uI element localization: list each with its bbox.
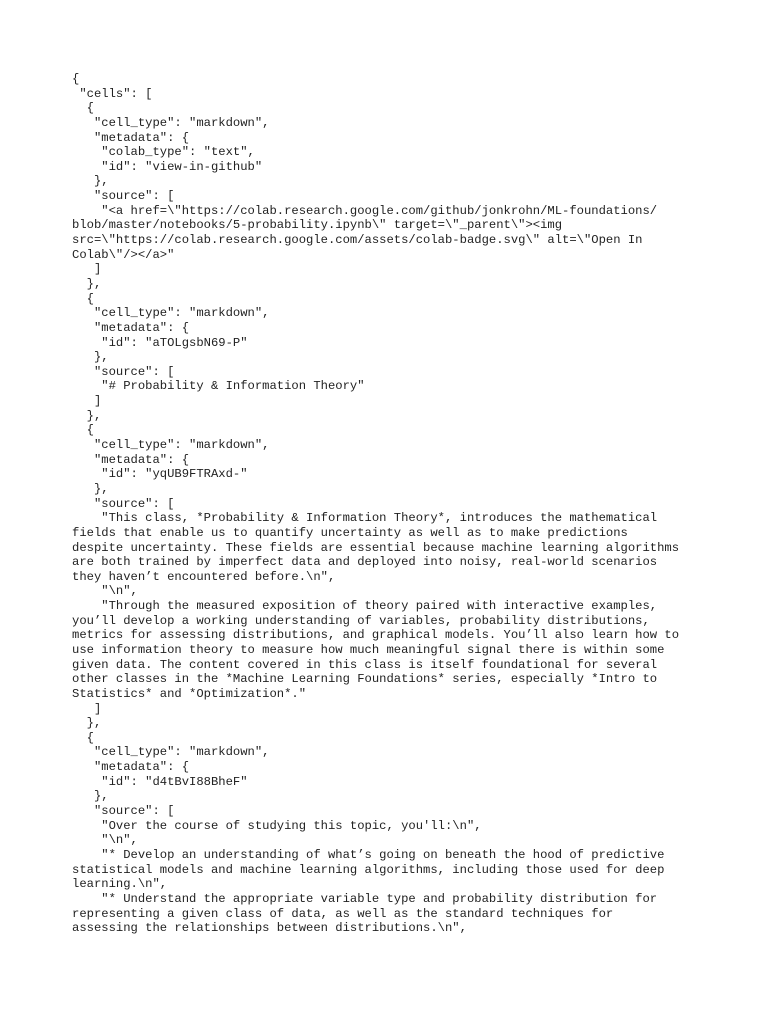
text-line: fields that enable us to quantify uncertainty as well as to make predictions — [72, 525, 628, 540]
text-line: "metadata": { — [72, 760, 190, 775]
text-line: metrics for assessing distributions, and graphical models. You’ll also learn how to — [72, 628, 680, 643]
text-line: "<a href=\"https://colab.research.google.com/github/jonkrohn/ML-foundations/ — [72, 203, 658, 218]
text-line: { — [72, 730, 94, 745]
text-line: you’ll develop a working understanding of variables, probability distributions, — [72, 613, 650, 628]
text-line: assessing the relationships between distributions.\n", — [72, 921, 467, 936]
text-line: they haven’t encountered before.\n", — [72, 569, 336, 584]
text-line: statistical models and machine learning algorithms, including those used for deep — [72, 862, 665, 877]
text-line: Colab\"/></a>" — [72, 247, 175, 262]
text-line: "source": [ — [72, 496, 175, 511]
text-line: { — [72, 423, 94, 438]
text-line: "id": "yqUB9FTRAxd-" — [72, 467, 248, 482]
text-line: }, — [72, 481, 109, 496]
text-line: other classes in the *Machine Learning Foundations* series, especially *Intro to — [72, 672, 658, 687]
text-line: are both trained by imperfect data and deployed into noisy, real-world scenarios — [72, 555, 658, 570]
text-line: }, — [72, 350, 109, 365]
text-line: "metadata": { — [72, 320, 190, 335]
text-line: "metadata": { — [72, 130, 190, 145]
text-line: "id": "view-in-github" — [72, 159, 263, 174]
text-line: { — [72, 72, 80, 86]
text-line: "Through the measured exposition of theory paired with interactive examples, — [72, 599, 658, 614]
text-line: "* Understand the appropriate variable type and probability distribution for — [72, 891, 658, 906]
document-page — [72, 72, 712, 936]
text-line: ] — [72, 701, 102, 716]
text-line: ] — [72, 262, 102, 277]
text-line: "colab_type": "text", — [72, 145, 255, 160]
text-line: "cell_type": "markdown", — [72, 115, 270, 130]
text-line: { — [72, 101, 94, 116]
text-line: "cell_type": "markdown", — [72, 745, 270, 760]
text-line: }, — [72, 276, 102, 291]
text-line: given data. The content covered in this class is itself foundational for several — [72, 657, 658, 672]
text-line: ] — [72, 394, 102, 409]
text-line: "\n", — [72, 584, 138, 599]
text-line: learning.\n", — [72, 877, 168, 892]
text-line: "# Probability & Information Theory" — [72, 379, 365, 394]
text-line: use information theory to measure how much meaningful signal there is within some — [72, 642, 665, 657]
text-line: { — [72, 291, 94, 306]
text-line: "source": [ — [72, 364, 175, 379]
text-line: "\n", — [72, 833, 138, 848]
text-line: "source": [ — [72, 804, 175, 819]
text-line: "Over the course of studying this topic, you'll:\n", — [72, 818, 482, 833]
text-line: "id": "d4tBvI88BheF" — [72, 774, 248, 789]
text-line: "source": [ — [72, 189, 175, 204]
text-line: "* Develop an understanding of what’s going on beneath the hood of predictive — [72, 847, 665, 862]
text-line: }, — [72, 716, 102, 731]
text-line: "id": "aTOLgsbN69-P" — [72, 335, 248, 350]
text-line: despite uncertainty. These fields are essential because machine learning algorithms — [72, 540, 680, 555]
text-line: "metadata": { — [72, 452, 190, 467]
text-line: blob/master/notebooks/5-probability.ipynb\" target=\"_parent\"><img — [72, 218, 563, 233]
text-line: }, — [72, 174, 109, 189]
text-line: "cell_type": "markdown", — [72, 306, 270, 321]
text-line: "cell_type": "markdown", — [72, 438, 270, 453]
text-line: Statistics* and *Optimization*." — [72, 686, 307, 701]
text-line: "cells": [ — [72, 86, 153, 101]
text-line: representing a given class of data, as well as the standard techniques for — [72, 906, 614, 921]
text-line: src=\"https://colab.research.google.com/assets/colab-badge.svg\" alt=\"Open In — [72, 233, 643, 248]
text-line: }, — [72, 408, 102, 423]
text-line: "This class, *Probability & Information Theory*, introduces the mathematical — [72, 511, 658, 526]
text-line: }, — [72, 789, 109, 804]
